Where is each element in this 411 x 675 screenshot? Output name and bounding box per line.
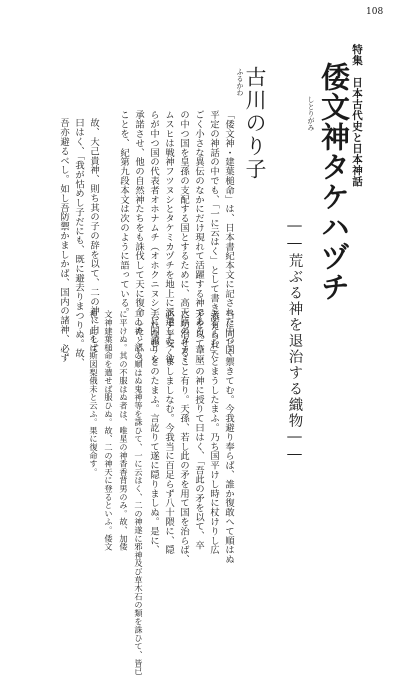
author-ruby: ふるかわ bbox=[236, 68, 244, 96]
quote-line: 神、此をば斯図梨俄未と云ふ。果に復命す。 bbox=[89, 310, 99, 476]
body-line: ごく小さな異伝のなかにだけ現れて活躍する神である。葦原 bbox=[193, 110, 204, 364]
quote-line: 文神建葉槌命を遣せば服ひぬ。故、二の神天に登るといふ。倭文 bbox=[104, 310, 114, 551]
body-line: らが中つ国の代表者オホナムチ（オホクニヌシ）に国譲りを bbox=[148, 110, 159, 364]
body-line: ムスヒは戦神フツヌシとタケミカヅチを地上に派遣した。彼 bbox=[163, 110, 174, 364]
article-subtitle: ――荒ぶる神を退治する織物―― bbox=[286, 218, 303, 464]
body-line: 平定の神話の中でも、「一に云はく」として書き添えられた bbox=[208, 110, 219, 360]
author-name: 古川のり子 bbox=[243, 66, 267, 181]
page-number: 108 bbox=[366, 7, 384, 17]
body-line: 「倭文神・建葉槌命」は、日本書紀本文に記された中つ国 bbox=[223, 110, 234, 355]
quote-line: 二の神、諸の順はぬ鬼神等を誅ひて、一に云はく、二の神遂に邪神及び草木石の類を誅ひて、皆已 bbox=[134, 310, 144, 675]
quote-line: 去れなむ」とのたまふ。言訖りて遂に隠りましぬ。是に、 bbox=[148, 310, 159, 555]
quote-line: 曰はく、「我が怙めし子だにも、既に避去りまつりぬ。故、 bbox=[73, 118, 84, 368]
quote-line: に功治せること有り。天孫、若し此の矛を用て国を治らば、 bbox=[178, 310, 189, 564]
body-line: の中つ国を皇孫の支配する国とするために、高天原のタカミ bbox=[178, 110, 189, 364]
article-title: 倭文神タケハヅチ bbox=[317, 62, 351, 302]
body-line: 承諾させ、他の自然神たちをも誅伐して天に復命したという bbox=[133, 110, 144, 364]
quote-line: 必ず平安くましましなむ。今我当に百足らず八十隈に、隠 bbox=[163, 310, 174, 555]
quote-line: 故、大己貴神、則ち其の子の辞を以て、二の神に白して bbox=[88, 118, 99, 353]
quote-line: 吾亦避るべし。如し吾防禦かましかば、国内の諸神、必ず bbox=[58, 118, 69, 363]
quote-line: 矛を以て、二の神に授りて曰はく、「吾此の矛を以て、卒 bbox=[193, 310, 204, 550]
title-ruby: しとりがみ bbox=[307, 96, 315, 131]
quote-line: 当に同じく禦きてむ。今我避り奉らば、誰か復敢へて順はぬ bbox=[223, 310, 234, 564]
quote-line: に平けぬ。其の不服はぬ者は、唯星の神香香背男のみ。故、加倭 bbox=[119, 310, 129, 551]
quote-line: 者有らむ」とまうしたまふ。乃ち国平けし時に杖けりし広 bbox=[208, 310, 219, 555]
body-line: ことを、紀第九段本文は次のように語っている。 bbox=[118, 110, 129, 317]
series-label: 特集 日本古代史と日本神話 bbox=[351, 44, 363, 187]
